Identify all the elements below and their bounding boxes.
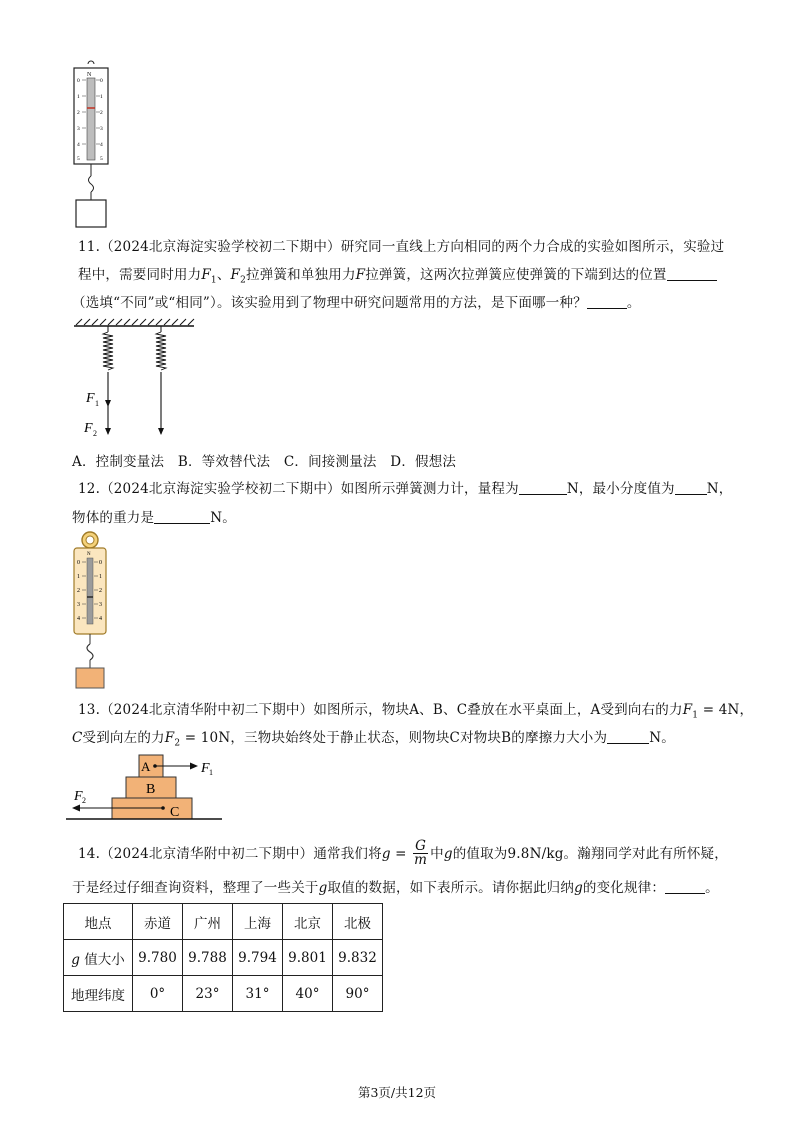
q14-line-2-text-a: 于是经过仔细查询资料，整理了一些关于 xyxy=(72,880,319,896)
q14-formula-g: g xyxy=(381,846,391,862)
svg-text:1: 1 xyxy=(77,94,80,100)
q11-options xyxy=(72,452,456,472)
q14-line-1-text-a: 14.（2024北京清华附中初二下期中）通常我们将 xyxy=(78,846,382,862)
q12-answer-blank-division[interactable] xyxy=(675,480,707,495)
q11-var-f: F xyxy=(355,267,366,283)
table-header-cell: 地点 xyxy=(64,904,133,940)
svg-text:0: 0 xyxy=(77,560,80,566)
q13-blocks-figure xyxy=(64,752,234,822)
q13-var-f2: F xyxy=(164,730,175,746)
table-cell: 0° xyxy=(133,976,183,1012)
q12-line-2-text-b: N。 xyxy=(210,510,236,526)
q11-line-1-text: 11.（2024北京海淀实验学校初二下期中）研究同一直线上方向相同的两个力合成的实验如图所示，实验过 xyxy=(78,239,725,255)
svg-text:2: 2 xyxy=(100,110,103,116)
svg-text:3: 3 xyxy=(99,602,102,608)
q13-fig-label-c: C xyxy=(170,805,180,820)
table-row xyxy=(64,904,383,940)
q13-line-1 xyxy=(78,700,753,726)
q12-line-1-text-a: 12.（2024北京海淀实验学校初二下期中）如图所示弹簧测力计，量程为 xyxy=(78,481,519,497)
q13-fig-label-f2: F xyxy=(74,789,83,804)
svg-text:N: N xyxy=(87,72,92,78)
table-row xyxy=(64,940,383,976)
table-row-label-g: g xyxy=(71,951,80,968)
svg-text:2: 2 xyxy=(77,110,80,116)
table-cell: 9.801 xyxy=(283,940,333,976)
q11-line-3-end: 。 xyxy=(626,295,641,311)
q13-fig-label-f1: F xyxy=(201,761,210,776)
q11-line-2-text-a: 程中，需要同时用力 xyxy=(78,267,202,283)
svg-text:5: 5 xyxy=(77,156,80,162)
q13-fig-label-a: A xyxy=(141,759,151,774)
table-header-cell: 赤道 xyxy=(133,904,183,940)
q11-spring-figure xyxy=(70,318,200,443)
table-header-cell: 广州 xyxy=(183,904,233,940)
q11-var-f2-sub: 2 xyxy=(240,275,247,286)
table-cell: 31° xyxy=(233,976,283,1012)
svg-text:0: 0 xyxy=(99,560,102,566)
q11-line-3 xyxy=(72,293,641,313)
table-header-cell: 北极 xyxy=(333,904,383,940)
table-cell: 40° xyxy=(283,976,333,1012)
q13-fig-label-f2-sub: 2 xyxy=(82,796,86,805)
svg-text:1: 1 xyxy=(100,94,103,100)
q14-formula-eq: = xyxy=(390,846,412,862)
q14-answer-blank[interactable] xyxy=(665,879,705,894)
q11-var-f1-sub: 1 xyxy=(210,275,217,286)
table-cell: 9.780 xyxy=(133,940,183,976)
q13-fig-label-b: B xyxy=(146,782,156,797)
q12-line-2-text-a: 物体的重力是 xyxy=(72,510,155,526)
q11-line-3-text: （选填“不同”或“相同”）。该实验用到了物理中研究问题常用的方法，是下面哪一种？ xyxy=(72,295,587,311)
table-row-label xyxy=(64,940,133,976)
q12-line-1 xyxy=(78,479,732,499)
q12-line-1-text-b: N，最小分度值为 xyxy=(566,481,675,497)
q11-answer-blank-1[interactable] xyxy=(667,266,717,281)
svg-text:0: 0 xyxy=(100,78,103,84)
page-footer: 第3页/共12页 xyxy=(357,1085,437,1100)
q14-line-2-text-c: 的变化规律： xyxy=(582,880,666,896)
svg-text:N: N xyxy=(87,552,91,557)
q12-answer-blank-range[interactable] xyxy=(519,480,567,495)
q14-formula-numerator: G xyxy=(415,838,427,854)
q14-var-g-2: g xyxy=(318,880,328,896)
q13-var-f2-sub: 2 xyxy=(174,738,181,749)
q12-line-1-text-c: N， xyxy=(706,481,733,497)
svg-text:3: 3 xyxy=(77,602,80,608)
svg-text:3: 3 xyxy=(77,126,80,132)
q11-line-2-text-c: 拉弹簧，这两次拉弹簧应使弹簧的下端到达的位置 xyxy=(365,267,667,283)
q11-answer-blank-2[interactable] xyxy=(587,294,627,309)
q11-options-text: A．控制变量法 B．等效替代法 C．间接测量法 D．假想法 xyxy=(72,454,457,470)
svg-text:2: 2 xyxy=(77,588,80,594)
q14-line-1 xyxy=(78,838,728,868)
q12-line-2 xyxy=(72,508,236,528)
q13-line-2-text-c: N。 xyxy=(649,730,675,746)
table-row xyxy=(64,976,383,1012)
svg-text:4: 4 xyxy=(77,142,80,148)
q13-line-2-text-a: 受到向左的力 xyxy=(82,730,165,746)
spring-scale-figure-top xyxy=(66,60,116,235)
table-header-cell: 北京 xyxy=(283,904,333,940)
svg-text:4: 4 xyxy=(77,616,80,622)
table-cell: 23° xyxy=(183,976,233,1012)
q11-line-2-text-b: 拉弹簧和单独用力 xyxy=(246,267,356,283)
svg-text:5: 5 xyxy=(100,156,103,162)
svg-text:0: 0 xyxy=(77,78,80,84)
q14-line-1-text-b: 中 xyxy=(430,846,444,862)
table-cell: 9.788 xyxy=(183,940,233,976)
q11-var-f2: F xyxy=(230,267,241,283)
q13-line-1-text-a: 13.（2024北京清华附中初二下期中）如图所示，物块A、B、C叠放在水平桌面上，A受到向右的力 xyxy=(78,702,683,718)
q14-line-1-text-c: 的值取为9.8N/kg。瀚翔同学对此有所怀疑， xyxy=(452,846,728,862)
q14-line-2-end: 。 xyxy=(705,880,719,896)
q14-gravity-table xyxy=(63,903,383,1012)
q13-line-1-val: = 4N， xyxy=(698,702,754,718)
q14-var-g: g xyxy=(443,846,453,862)
q11-sep: 、 xyxy=(216,267,231,283)
q11-line-2 xyxy=(78,265,717,291)
q13-line-2-val: = 10N xyxy=(180,730,231,746)
q13-var-f1-sub: 1 xyxy=(692,710,699,721)
q11-var-f1: F xyxy=(201,267,211,283)
q14-line-2-text-b: 取值的数据，如下表所示。请你据此归纳 xyxy=(327,880,575,896)
q13-line-2 xyxy=(72,728,675,754)
svg-text:4: 4 xyxy=(100,142,103,148)
q14-var-g-3: g xyxy=(574,880,583,896)
q13-line-2-text-b: ，三物块始终处于静止状态，则物块C对物块B的摩擦力大小为 xyxy=(230,730,608,746)
table-cell: 9.794 xyxy=(233,940,283,976)
q14-formula-fraction xyxy=(413,840,428,867)
q14-line-2 xyxy=(72,878,719,898)
q11-fig-label-f1-sub: 1 xyxy=(95,399,99,408)
q12-answer-blank-weight[interactable] xyxy=(154,509,210,524)
table-row-label: 地理纬度 xyxy=(64,976,133,1012)
q14-formula-denominator: m xyxy=(414,852,428,868)
svg-text:2: 2 xyxy=(99,588,102,594)
svg-text:1: 1 xyxy=(99,574,102,580)
q11-fig-label-f2: F xyxy=(84,421,93,436)
svg-text:1: 1 xyxy=(77,574,80,580)
table-cell: 9.832 xyxy=(333,940,383,976)
q12-spring-scale-figure xyxy=(68,530,112,690)
table-cell: 90° xyxy=(333,976,383,1012)
q11-fig-label-f2-sub: 2 xyxy=(93,429,97,438)
table-header-cell: 上海 xyxy=(233,904,283,940)
table-row-label-text: 值大小 xyxy=(84,951,125,968)
svg-text:4: 4 xyxy=(99,616,102,622)
q13-var-f1: F xyxy=(682,702,693,718)
q11-line-1 xyxy=(78,237,724,257)
svg-text:3: 3 xyxy=(100,126,103,132)
q13-var-c: C xyxy=(72,730,83,746)
q13-fig-label-f1-sub: 1 xyxy=(209,768,213,777)
q11-fig-label-f1: F xyxy=(86,391,95,406)
q13-answer-blank[interactable] xyxy=(607,729,649,744)
